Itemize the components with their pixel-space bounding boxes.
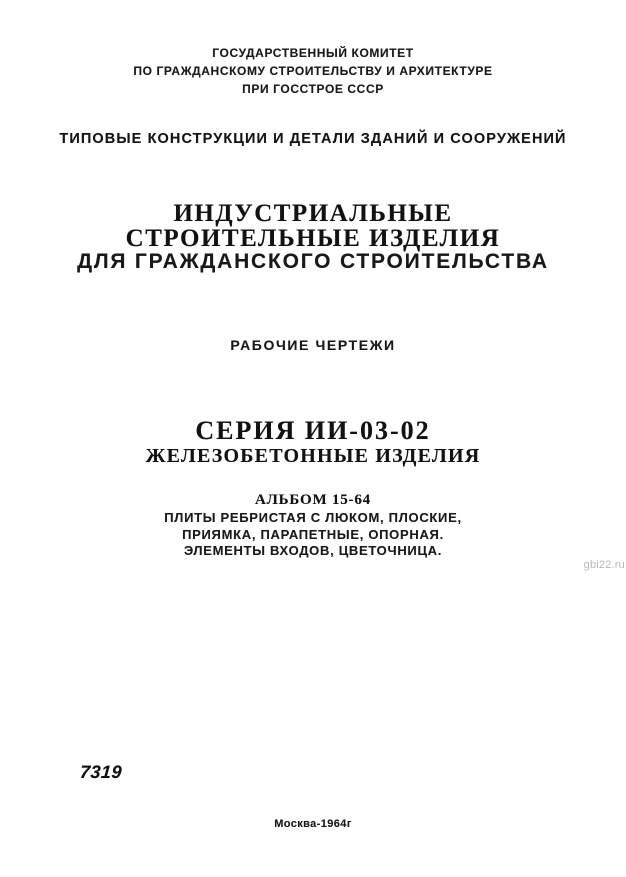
main-title-line-1: ИНДУСТРИАЛЬНЫЕ (173, 200, 453, 227)
issuing-authority (0, 44, 626, 98)
publication-imprint: Москва-1964г (274, 818, 352, 830)
working-drawings-subtitle: РАБОЧИЕ ЧЕРТЕЖИ (230, 337, 396, 353)
series-number: СЕРИЯ ИИ-03-02 (195, 416, 431, 445)
series-banner: ТИПОВЫЕ КОНСТРУКЦИИ И ДЕТАЛИ ЗДАНИЙ И СООРУЖЕНИЙ (59, 131, 567, 147)
album-contents-line-3: ЭЛЕМЕНТЫ ВХОДОВ, ЦВЕТОЧНИЦА. (183, 543, 443, 558)
album-contents-line-2: ПРИЯМКА, ПАРАПЕТНЫЕ, ОПОРНАЯ. (182, 526, 444, 542)
authority-line-2: ПО ГРАЖДАНСКОМУ СТРОИТЕЛЬСТВУ И АРХИТЕКТУРЕ (133, 64, 493, 78)
main-title-line-2: СТРОИТЕЛЬНЫЕ ИЗДЕЛИЯ (125, 225, 501, 252)
authority-line-3: ПРИ ГОССТРОЕ СССР (242, 82, 384, 96)
album-contents (0, 510, 626, 560)
site-watermark: gbi22.ru (583, 559, 625, 571)
album-contents-line-1: ПЛИТЫ РЕБРИСТАЯ С ЛЮКОМ, ПЛОСКИЕ, (164, 510, 462, 525)
album-number: АЛЬБОМ 15-64 (255, 492, 371, 508)
authority-line-1: ГОСУДАРСТВЕННЫЙ КОМИТЕТ (212, 46, 414, 60)
handwritten-inventory-number: 7319 (79, 762, 123, 782)
main-title-line-3: ДЛЯ ГРАЖДАНСКОГО СТРОИТЕЛЬСТВА (77, 250, 549, 273)
series-kind: ЖЕЛЕЗОБЕТОННЫЕ ИЗДЕЛИЯ (145, 445, 481, 467)
